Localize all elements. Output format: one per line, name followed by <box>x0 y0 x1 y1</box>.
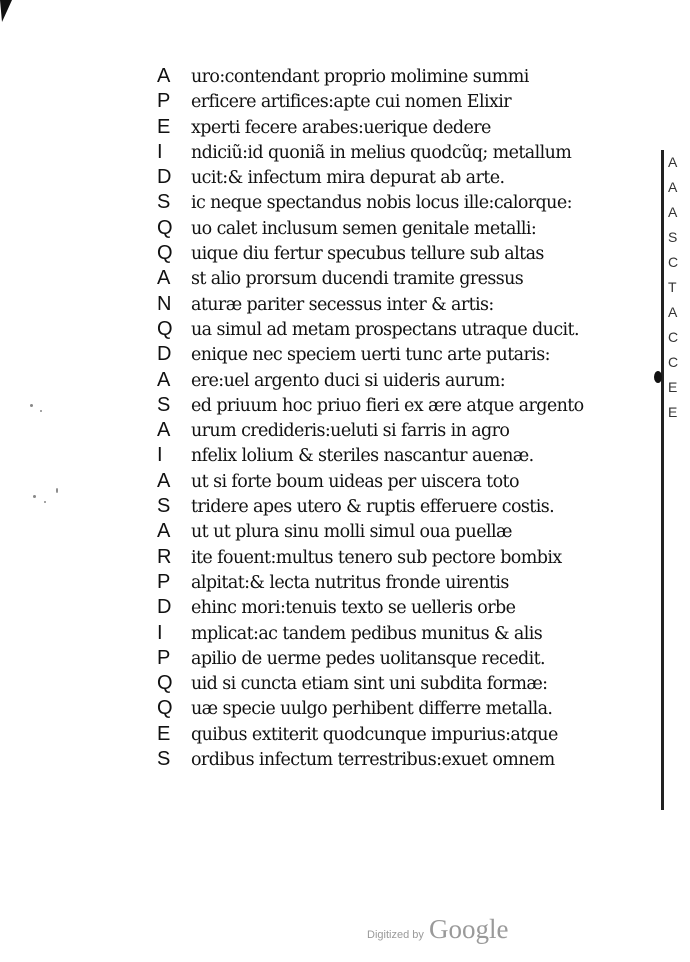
verse-line <box>157 494 637 519</box>
edge-letter: A <box>668 304 678 320</box>
verse-initial: A <box>157 469 171 492</box>
verse-text: ut si forte boum uideas per uiscera toto <box>191 471 519 492</box>
verse-text: quibus extiterit quodcunque impurius:atque <box>191 724 558 745</box>
verse-initial: A <box>157 419 171 442</box>
edge-letter: S <box>668 229 678 245</box>
edge-letter: A <box>668 204 678 220</box>
verse-initial: S <box>157 495 171 518</box>
verse-initial: A <box>157 65 171 87</box>
verse-line <box>157 64 637 89</box>
speck <box>44 501 46 503</box>
verse-line <box>157 342 637 367</box>
verse-line <box>157 570 637 595</box>
verse-line <box>157 722 637 747</box>
speck <box>40 410 42 412</box>
verse-text: mplicat:ac tandem pedibus munitus & alis <box>191 623 543 644</box>
verse-line <box>157 317 637 342</box>
verse-text: aturæ pariter secessus inter & artis: <box>191 294 494 315</box>
verse-line <box>157 747 637 772</box>
verse-text: uæ specie uulgo perhibent differre metalla. <box>191 699 553 720</box>
verse-initial: Q <box>157 317 173 340</box>
verse-text: ua simul ad metam prospectans utraque ducit. <box>191 319 579 340</box>
speck <box>30 404 33 407</box>
verse-initial: I <box>157 444 163 467</box>
verse-initial: Q <box>157 216 173 239</box>
verse-initial: S <box>157 393 171 416</box>
verse-line <box>157 241 637 266</box>
verse-initial: I <box>157 140 163 163</box>
verse-initial: I <box>157 621 163 644</box>
edge-letter: A <box>668 154 678 170</box>
verse-initial: P <box>157 646 171 669</box>
verse-text: ic neque spectandus nobis locus ille:calorque: <box>191 193 572 214</box>
verse-line <box>157 115 637 140</box>
edge-letter: C <box>668 354 679 370</box>
verse-initial: N <box>157 292 172 315</box>
watermark-brand: Google <box>428 914 509 944</box>
verse-line <box>157 519 637 544</box>
verse-initial: A <box>157 520 171 543</box>
verse-text: st alio prorsum ducendi tramite gressus <box>191 269 524 290</box>
verse-text: ere:uel argento duci si uideris aurum: <box>191 370 506 391</box>
verse-line <box>157 469 637 494</box>
verse-line <box>157 140 637 165</box>
verse-initial: Q <box>157 242 173 265</box>
watermark-prefix: Digitized by <box>367 929 424 941</box>
verse-text: ucit:& infectum mira depurat ab arte. <box>191 168 505 189</box>
verse-line <box>157 671 637 696</box>
verse-text: erficere artifices:apte cui nomen Elixir <box>191 92 511 113</box>
verse-line <box>157 165 637 190</box>
verse-initial: Q <box>157 672 173 695</box>
verse-initial: A <box>157 267 171 290</box>
verse-text: uid si cuncta etiam sint uni subdita formæ: <box>191 674 548 695</box>
verse-line <box>157 368 637 393</box>
verse-text: enique nec speciem uerti tunc arte putaris: <box>191 345 550 366</box>
edge-letter: E <box>668 404 678 420</box>
verse-initial: D <box>157 166 172 189</box>
verse-initial: R <box>157 545 172 568</box>
verse-text: uique diu fertur specubus tellure sub altas <box>191 244 544 265</box>
verse-block <box>157 64 637 772</box>
edge-letter: C <box>668 329 679 345</box>
edge-letter: C <box>668 254 679 270</box>
verse-text: xperti fecere arabes:uerique dedere <box>191 117 491 138</box>
verse-initial: P <box>157 90 171 113</box>
verse-line <box>157 443 637 468</box>
verse-line <box>157 696 637 721</box>
verse-line <box>157 545 637 570</box>
verse-text: ite fouent:multus tenero sub pectore bombix <box>191 547 562 568</box>
verse-text: urum credideris:ueluti si farris in agro <box>191 421 510 442</box>
speck <box>56 488 58 493</box>
verse-line <box>157 595 637 620</box>
edge-letter: E <box>668 379 678 395</box>
verse-line <box>157 266 637 291</box>
verse-text: ordibus infectum terrestribus:exuet omnem <box>191 750 555 771</box>
verse-text: uo calet inclusum semen genitale metalli: <box>191 218 537 239</box>
adjacent-page-edge <box>661 150 690 810</box>
verse-line <box>157 216 637 241</box>
verse-text: uro:contendant proprio molimine summi <box>191 67 529 87</box>
verse-line <box>157 89 637 114</box>
verse-text: alpitat:& lecta nutritus fronde uirentis <box>191 572 509 593</box>
verse-text: ut ut plura sinu molli simul oua puellæ <box>191 522 512 543</box>
verse-line <box>157 418 637 443</box>
verse-text: ndiciũ:id quoniã in melius quodcũq; metallum <box>191 142 572 163</box>
verse-initial: E <box>157 722 171 745</box>
verse-initial: S <box>157 748 171 771</box>
verse-line <box>157 292 637 317</box>
verse-text: tridere apes utero & ruptis efferuere costis. <box>191 497 555 518</box>
corner-mark <box>0 0 14 24</box>
verse-initial: D <box>157 343 172 366</box>
verse-line <box>157 646 637 671</box>
verse-line <box>157 190 637 215</box>
verse-line <box>157 621 637 646</box>
verse-line <box>157 393 637 418</box>
ink-blot <box>654 371 662 383</box>
google-watermark <box>367 914 508 945</box>
verse-initial: D <box>157 596 172 619</box>
verse-initial: Q <box>157 697 173 720</box>
verse-text: ehinc mori:tenuis texto se uelleris orbe <box>191 598 516 619</box>
verse-text: nfelix lolium & steriles nascantur auenæ. <box>191 446 534 467</box>
verse-initial: E <box>157 115 171 138</box>
verse-initial: S <box>157 191 171 214</box>
verse-text: ed priuum hoc priuo fieri ex ære atque argento <box>191 395 584 416</box>
edge-letter: T <box>668 279 677 295</box>
verse-text: apilio de uerme pedes uolitansque recedit. <box>191 648 545 669</box>
speck <box>33 495 36 498</box>
verse-initial: A <box>157 368 171 391</box>
verse-initial: P <box>157 570 171 593</box>
edge-letter: A <box>668 179 678 195</box>
